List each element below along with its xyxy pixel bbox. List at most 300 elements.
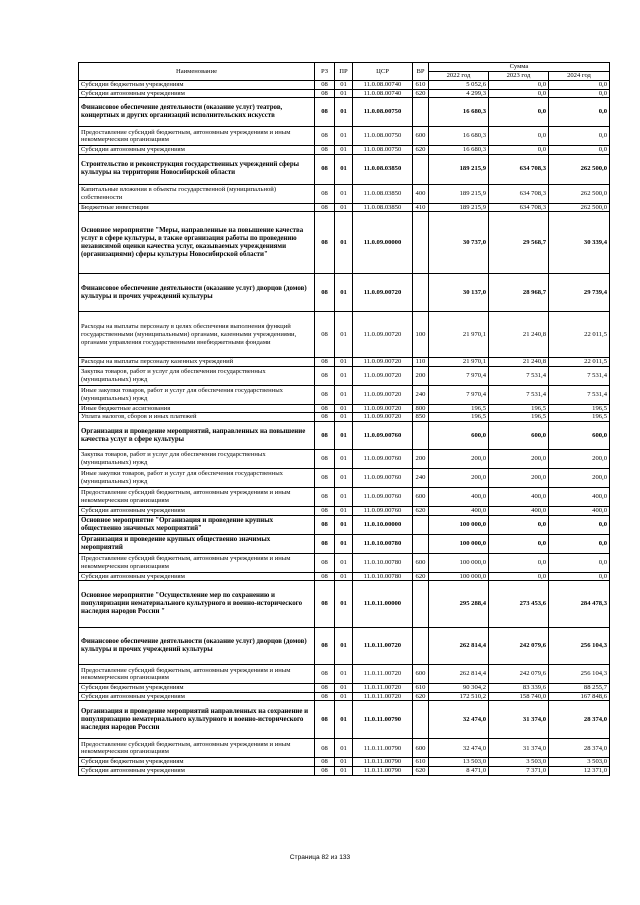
- cell-pr: 01: [335, 154, 353, 184]
- cell-pr: 01: [335, 488, 353, 507]
- cell-vr: [413, 154, 429, 184]
- cell-rz: 08: [315, 450, 335, 469]
- cell-name: Расходы на выплаты персоналу в целях обеспечения выполнения функций государственными (муниципальными) органами, казенными учреждениями, органами управления государственными внебюджетными фондами: [79, 312, 315, 358]
- cell-vr: 600: [413, 553, 429, 572]
- cell-rz: 08: [315, 127, 335, 146]
- cell-rz: 08: [315, 413, 335, 422]
- cell-rz: 08: [315, 274, 335, 312]
- cell-sum-2024: 7 531,4: [549, 385, 610, 404]
- cell-csr: 11.0.11.00790: [353, 701, 413, 739]
- cell-sum-2024: 7 531,4: [549, 366, 610, 385]
- cell-csr: 11.0.09.00760: [353, 422, 413, 450]
- cell-sum-2024: 28 374,0: [549, 739, 610, 758]
- cell-sum-2024: 400,0: [549, 488, 610, 507]
- cell-sum-2022: 5 052,6: [429, 81, 489, 90]
- cell-rz: 08: [315, 766, 335, 775]
- cell-sum-2024: 400,0: [549, 507, 610, 516]
- cell-sum-2023: 7 531,4: [489, 385, 549, 404]
- table-row: [79, 488, 610, 507]
- table-row: [79, 146, 610, 155]
- cell-pr: 01: [335, 628, 353, 665]
- cell-vr: 400: [413, 184, 429, 203]
- cell-rz: 08: [315, 628, 335, 665]
- cell-rz: 08: [315, 739, 335, 758]
- cell-pr: 01: [335, 358, 353, 367]
- cell-sum-2023: 634 708,3: [489, 154, 549, 184]
- cell-vr: [413, 628, 429, 665]
- table-row: [79, 404, 610, 413]
- cell-sum-2024: 0,0: [549, 98, 610, 127]
- cell-sum-2024: 30 339,4: [549, 212, 610, 274]
- cell-sum-2022: 400,0: [429, 507, 489, 516]
- table-row: [79, 154, 610, 184]
- cell-csr: 11.0.09.00720: [353, 312, 413, 358]
- cell-sum-2023: 83 339,6: [489, 684, 549, 693]
- cell-name: Организация и проведение мероприятий, направленных на повышение качества услуг в сфере культуры: [79, 422, 315, 450]
- cell-vr: 240: [413, 385, 429, 404]
- cell-rz: 08: [315, 154, 335, 184]
- cell-sum-2023: 400,0: [489, 488, 549, 507]
- cell-name: Предоставление субсидий бюджетным, автономным учреждениям и иным некоммерческим организациям: [79, 739, 315, 758]
- cell-rz: 08: [315, 701, 335, 739]
- cell-csr: 11.0.09.00760: [353, 450, 413, 469]
- table-row: [79, 203, 610, 212]
- cell-name: Предоставление субсидий бюджетным, автономным учреждениям и иным некоммерческим организациям: [79, 488, 315, 507]
- cell-sum-2023: 0,0: [489, 553, 549, 572]
- cell-csr: 11.0.08.00740: [353, 89, 413, 98]
- cell-vr: 600: [413, 739, 429, 758]
- table-row: [79, 739, 610, 758]
- cell-sum-2023: 0,0: [489, 534, 549, 553]
- cell-pr: 01: [335, 572, 353, 581]
- table-body: [79, 81, 610, 776]
- cell-sum-2022: 189 215,9: [429, 154, 489, 184]
- header-pr: ПР: [335, 63, 353, 81]
- cell-rz: 08: [315, 366, 335, 385]
- cell-rz: 08: [315, 212, 335, 274]
- header-sum: Сумма: [429, 63, 610, 72]
- cell-sum-2024: 0,0: [549, 127, 610, 146]
- cell-vr: [413, 212, 429, 274]
- cell-sum-2024: 256 104,3: [549, 628, 610, 665]
- cell-vr: 100: [413, 312, 429, 358]
- cell-pr: 01: [335, 404, 353, 413]
- cell-csr: 11.0.09.00720: [353, 413, 413, 422]
- cell-sum-2023: 200,0: [489, 450, 549, 469]
- cell-csr: 11.0.08.00750: [353, 98, 413, 127]
- cell-pr: 01: [335, 507, 353, 516]
- cell-name: Основное мероприятие "Организация и проведение крупных общественно значимых мероприятий": [79, 515, 315, 534]
- cell-csr: 11.0.08.03850: [353, 203, 413, 212]
- budget-table-sheet: [78, 62, 609, 776]
- cell-vr: [413, 515, 429, 534]
- cell-sum-2024: 256 104,3: [549, 665, 610, 684]
- cell-sum-2024: 200,0: [549, 450, 610, 469]
- cell-sum-2022: 295 288,4: [429, 581, 489, 628]
- cell-sum-2023: 0,0: [489, 146, 549, 155]
- budget-table: [78, 62, 610, 776]
- cell-csr: 11.0.10.00780: [353, 572, 413, 581]
- cell-sum-2023: 400,0: [489, 507, 549, 516]
- cell-sum-2022: 7 970,4: [429, 385, 489, 404]
- cell-sum-2022: 16 680,3: [429, 127, 489, 146]
- cell-csr: 11.0.11.00720: [353, 692, 413, 701]
- cell-name: Субсидии бюджетным учреждениям: [79, 81, 315, 90]
- cell-name: Субсидии бюджетным учреждениям: [79, 758, 315, 767]
- cell-csr: 11.0.09.00720: [353, 404, 413, 413]
- table-row: [79, 515, 610, 534]
- cell-sum-2024: 262 500,0: [549, 184, 610, 203]
- cell-name: Финансовое обеспечение деятельности (оказание услуг) дворцов (домов) культуры и прочих учреждений культуры: [79, 628, 315, 665]
- cell-name: Закупка товаров, работ и услуг для обеспечения государственных (муниципальных) нужд: [79, 450, 315, 469]
- cell-name: Основное мероприятие "Меры, направленные на повышение качества услуг в сфере культуры, в также организация работы по проведению независимой оценки качества услуг, оказываемых учреждениями (организациями) сферы культуры Новосибирской области": [79, 212, 315, 274]
- table-row: [79, 312, 610, 358]
- cell-csr: 11.0.08.00750: [353, 127, 413, 146]
- cell-rz: 08: [315, 572, 335, 581]
- table-row: [79, 534, 610, 553]
- table-row: [79, 692, 610, 701]
- cell-sum-2023: 3 503,0: [489, 758, 549, 767]
- cell-pr: 01: [335, 515, 353, 534]
- cell-rz: 08: [315, 515, 335, 534]
- cell-rz: 08: [315, 665, 335, 684]
- cell-sum-2024: 0,0: [549, 572, 610, 581]
- cell-rz: 08: [315, 81, 335, 90]
- cell-rz: 08: [315, 404, 335, 413]
- table-row: [79, 766, 610, 775]
- cell-sum-2023: 0,0: [489, 572, 549, 581]
- cell-sum-2023: 0,0: [489, 515, 549, 534]
- cell-sum-2024: 0,0: [549, 553, 610, 572]
- cell-name: Иные закупки товаров, работ и услуг для обеспечения государственных (муниципальных) нужд: [79, 385, 315, 404]
- cell-pr: 01: [335, 422, 353, 450]
- cell-sum-2024: 262 500,0: [549, 154, 610, 184]
- cell-sum-2022: 32 474,0: [429, 701, 489, 739]
- cell-csr: 11.0.10.00780: [353, 553, 413, 572]
- cell-rz: 08: [315, 89, 335, 98]
- cell-name: Организация и проведение крупных общественно значимых мероприятий: [79, 534, 315, 553]
- cell-name: Предоставление субсидий бюджетным, автономным учреждениям и иным некоммерческим организациям: [79, 127, 315, 146]
- cell-rz: 08: [315, 684, 335, 693]
- cell-name: Предоставление субсидий бюджетным, автономным учреждениям и иным некоммерческим организациям: [79, 665, 315, 684]
- cell-sum-2024: 88 255,7: [549, 684, 610, 693]
- cell-name: Расходы на выплаты персоналу казенных учреждений: [79, 358, 315, 367]
- cell-sum-2022: 600,0: [429, 422, 489, 450]
- cell-rz: 08: [315, 507, 335, 516]
- cell-pr: 01: [335, 366, 353, 385]
- cell-vr: 620: [413, 89, 429, 98]
- cell-sum-2023: 242 079,6: [489, 665, 549, 684]
- cell-sum-2024: 28 374,0: [549, 701, 610, 739]
- cell-name: Субсидии автономным учреждениям: [79, 766, 315, 775]
- cell-sum-2024: 262 500,0: [549, 203, 610, 212]
- cell-sum-2022: 200,0: [429, 450, 489, 469]
- cell-vr: 620: [413, 146, 429, 155]
- cell-sum-2022: 400,0: [429, 488, 489, 507]
- cell-csr: 11.0.09.00760: [353, 507, 413, 516]
- cell-sum-2023: 600,0: [489, 422, 549, 450]
- cell-sum-2024: 600,0: [549, 422, 610, 450]
- cell-name: Финансовое обеспечение деятельности (оказание услуг) театров, концертных и других организаций исполнительских искусств: [79, 98, 315, 127]
- cell-sum-2022: 262 814,4: [429, 628, 489, 665]
- cell-sum-2022: 100 000,0: [429, 553, 489, 572]
- cell-name: Субсидии автономным учреждениям: [79, 146, 315, 155]
- cell-vr: 600: [413, 665, 429, 684]
- cell-pr: 01: [335, 553, 353, 572]
- cell-csr: 11.0.09.00720: [353, 385, 413, 404]
- cell-pr: 01: [335, 581, 353, 628]
- cell-sum-2023: 242 079,6: [489, 628, 549, 665]
- cell-sum-2024: 12 371,0: [549, 766, 610, 775]
- cell-vr: 610: [413, 758, 429, 767]
- table-row: [79, 184, 610, 203]
- cell-sum-2022: 16 680,3: [429, 146, 489, 155]
- table-row: [79, 89, 610, 98]
- cell-vr: [413, 701, 429, 739]
- cell-sum-2022: 16 680,3: [429, 98, 489, 127]
- cell-rz: 08: [315, 184, 335, 203]
- cell-sum-2023: 634 708,3: [489, 203, 549, 212]
- cell-csr: 11.0.09.00000: [353, 212, 413, 274]
- cell-vr: 200: [413, 450, 429, 469]
- cell-sum-2023: 7 371,0: [489, 766, 549, 775]
- table-row: [79, 127, 610, 146]
- cell-pr: 01: [335, 203, 353, 212]
- cell-pr: 01: [335, 766, 353, 775]
- cell-sum-2023: 158 740,0: [489, 692, 549, 701]
- cell-sum-2023: 196,5: [489, 404, 549, 413]
- cell-vr: 800: [413, 404, 429, 413]
- table-row: [79, 628, 610, 665]
- table-row: [79, 469, 610, 488]
- cell-rz: 08: [315, 312, 335, 358]
- cell-pr: 01: [335, 89, 353, 98]
- table-row: [79, 274, 610, 312]
- cell-vr: 620: [413, 692, 429, 701]
- cell-sum-2023: 21 240,8: [489, 312, 549, 358]
- cell-sum-2024: 167 848,6: [549, 692, 610, 701]
- table-row: [79, 450, 610, 469]
- cell-sum-2024: 22 011,5: [549, 358, 610, 367]
- cell-rz: 08: [315, 488, 335, 507]
- cell-vr: 620: [413, 507, 429, 516]
- cell-sum-2024: 284 478,3: [549, 581, 610, 628]
- cell-csr: 11.0.09.00760: [353, 488, 413, 507]
- cell-vr: 200: [413, 366, 429, 385]
- cell-sum-2022: 7 970,4: [429, 366, 489, 385]
- cell-name: Субсидии автономным учреждениям: [79, 89, 315, 98]
- cell-sum-2022: 32 474,0: [429, 739, 489, 758]
- cell-csr: 11.0.09.00720: [353, 366, 413, 385]
- cell-rz: 08: [315, 581, 335, 628]
- cell-sum-2022: 100 000,0: [429, 572, 489, 581]
- cell-csr: 11.0.08.03850: [353, 154, 413, 184]
- table-row: [79, 81, 610, 90]
- cell-sum-2023: 634 708,3: [489, 184, 549, 203]
- cell-sum-2023: 28 968,7: [489, 274, 549, 312]
- header-year-2023: 2023 год: [489, 72, 549, 81]
- cell-sum-2022: 90 304,2: [429, 684, 489, 693]
- cell-sum-2024: 0,0: [549, 534, 610, 553]
- cell-rz: 08: [315, 98, 335, 127]
- cell-sum-2022: 4 299,3: [429, 89, 489, 98]
- table-row: [79, 758, 610, 767]
- cell-name: Субсидии бюджетным учреждениям: [79, 684, 315, 693]
- cell-pr: 01: [335, 98, 353, 127]
- cell-sum-2023: 0,0: [489, 89, 549, 98]
- cell-pr: 01: [335, 450, 353, 469]
- cell-pr: 01: [335, 385, 353, 404]
- cell-csr: 11.0.11.00000: [353, 581, 413, 628]
- cell-vr: 850: [413, 413, 429, 422]
- cell-name: Основное мероприятие "Осуществление мер по сохранению и популяризации нематериального культурного и военно-исторического наследия народов России ": [79, 581, 315, 628]
- table-row: [79, 684, 610, 693]
- table-row: [79, 212, 610, 274]
- cell-csr: 11.0.11.00790: [353, 758, 413, 767]
- cell-name: Финансовое обеспечение деятельности (оказание услуг) дворцов (домов) культуры и прочих учреждений культуры: [79, 274, 315, 312]
- cell-sum-2024: 0,0: [549, 515, 610, 534]
- cell-rz: 08: [315, 534, 335, 553]
- cell-vr: [413, 274, 429, 312]
- cell-csr: 11.0.08.00740: [353, 81, 413, 90]
- cell-vr: 600: [413, 488, 429, 507]
- cell-pr: 01: [335, 758, 353, 767]
- cell-pr: 01: [335, 127, 353, 146]
- cell-sum-2022: 189 215,9: [429, 203, 489, 212]
- cell-pr: 01: [335, 212, 353, 274]
- cell-rz: 08: [315, 692, 335, 701]
- cell-pr: 01: [335, 146, 353, 155]
- cell-sum-2023: 200,0: [489, 469, 549, 488]
- table-row: [79, 701, 610, 739]
- cell-sum-2022: 189 215,9: [429, 184, 489, 203]
- cell-csr: 11.0.11.00720: [353, 684, 413, 693]
- table-row: [79, 507, 610, 516]
- cell-sum-2022: 262 814,4: [429, 665, 489, 684]
- table-row: [79, 553, 610, 572]
- table-row: [79, 422, 610, 450]
- cell-csr: 11.0.11.00790: [353, 766, 413, 775]
- cell-sum-2022: 196,5: [429, 404, 489, 413]
- table-row: [79, 385, 610, 404]
- cell-rz: 08: [315, 553, 335, 572]
- cell-name: Закупка товаров, работ и услуг для обеспечения государственных (муниципальных) нужд: [79, 366, 315, 385]
- cell-sum-2023: 31 374,0: [489, 701, 549, 739]
- cell-csr: 11.0.11.00790: [353, 739, 413, 758]
- cell-rz: 08: [315, 203, 335, 212]
- cell-name: Иные закупки товаров, работ и услуг для обеспечения государственных (муниципальных) нужд: [79, 469, 315, 488]
- cell-sum-2022: 30 137,0: [429, 274, 489, 312]
- cell-sum-2022: 196,5: [429, 413, 489, 422]
- cell-pr: 01: [335, 81, 353, 90]
- cell-sum-2022: 100 000,0: [429, 515, 489, 534]
- cell-name: Бюджетные инвестиции: [79, 203, 315, 212]
- cell-sum-2024: 0,0: [549, 146, 610, 155]
- cell-pr: 01: [335, 274, 353, 312]
- cell-csr: 11.0.10.00000: [353, 515, 413, 534]
- cell-pr: 01: [335, 534, 353, 553]
- cell-sum-2022: 200,0: [429, 469, 489, 488]
- cell-rz: 08: [315, 469, 335, 488]
- cell-sum-2022: 100 000,0: [429, 534, 489, 553]
- page-footer: Страница 82 из 133: [289, 854, 351, 861]
- cell-sum-2022: 21 970,1: [429, 358, 489, 367]
- cell-sum-2022: 8 471,0: [429, 766, 489, 775]
- cell-vr: [413, 581, 429, 628]
- cell-pr: 01: [335, 684, 353, 693]
- cell-name: Субсидии автономным учреждениям: [79, 507, 315, 516]
- cell-csr: 11.0.09.00760: [353, 469, 413, 488]
- cell-sum-2023: 0,0: [489, 81, 549, 90]
- cell-sum-2024: 200,0: [549, 469, 610, 488]
- cell-sum-2024: 3 503,0: [549, 758, 610, 767]
- table-row: [79, 366, 610, 385]
- cell-vr: 610: [413, 81, 429, 90]
- header-year-2022: 2022 год: [429, 72, 489, 81]
- cell-name: Предоставление субсидий бюджетным, автономным учреждениям и иным некоммерческим организациям: [79, 553, 315, 572]
- header-name: Наименование: [79, 63, 315, 81]
- table-row: [79, 572, 610, 581]
- header-vr: ВР: [413, 63, 429, 81]
- cell-sum-2023: 196,5: [489, 413, 549, 422]
- cell-rz: 08: [315, 385, 335, 404]
- cell-csr: 11.0.11.00720: [353, 665, 413, 684]
- header-rz: РЗ: [315, 63, 335, 81]
- cell-sum-2024: 0,0: [549, 81, 610, 90]
- cell-pr: 01: [335, 312, 353, 358]
- cell-pr: 01: [335, 665, 353, 684]
- cell-csr: 11.0.10.00780: [353, 534, 413, 553]
- cell-vr: [413, 534, 429, 553]
- cell-pr: 01: [335, 184, 353, 203]
- cell-pr: 01: [335, 739, 353, 758]
- cell-rz: 08: [315, 422, 335, 450]
- cell-sum-2022: 30 737,0: [429, 212, 489, 274]
- cell-name: Субсидии автономным учреждениям: [79, 572, 315, 581]
- cell-csr: 11.0.08.03850: [353, 184, 413, 203]
- cell-name: Субсидии автономным учреждениям: [79, 692, 315, 701]
- cell-sum-2022: 13 503,0: [429, 758, 489, 767]
- table-row: [79, 358, 610, 367]
- cell-sum-2024: 0,0: [549, 89, 610, 98]
- cell-csr: 11.0.09.00720: [353, 274, 413, 312]
- cell-sum-2023: 273 453,6: [489, 581, 549, 628]
- cell-vr: [413, 98, 429, 127]
- cell-pr: 01: [335, 701, 353, 739]
- cell-vr: 600: [413, 127, 429, 146]
- cell-sum-2023: 0,0: [489, 98, 549, 127]
- cell-vr: 410: [413, 203, 429, 212]
- table-row: [79, 581, 610, 628]
- cell-pr: 01: [335, 413, 353, 422]
- cell-sum-2024: 196,5: [549, 404, 610, 413]
- cell-csr: 11.0.11.00720: [353, 628, 413, 665]
- cell-vr: [413, 422, 429, 450]
- cell-vr: 610: [413, 684, 429, 693]
- cell-csr: 11.0.08.00750: [353, 146, 413, 155]
- cell-name: Капитальные вложения в объекты государственной (муниципальной) собственности: [79, 184, 315, 203]
- cell-name: Иные бюджетные ассигнования: [79, 404, 315, 413]
- cell-csr: 11.0.09.00720: [353, 358, 413, 367]
- cell-sum-2023: 21 240,8: [489, 358, 549, 367]
- cell-name: Организация и проведение мероприятий направленных на сохранение и популяризацию нематериального культурного и военно-исторического наследия народов России: [79, 701, 315, 739]
- cell-vr: 110: [413, 358, 429, 367]
- cell-sum-2022: 21 970,1: [429, 312, 489, 358]
- cell-name: Уплата налогов, сборов и иных платежей: [79, 413, 315, 422]
- table-row: [79, 665, 610, 684]
- cell-sum-2024: 22 011,5: [549, 312, 610, 358]
- header-year-2024: 2024 год: [549, 72, 610, 81]
